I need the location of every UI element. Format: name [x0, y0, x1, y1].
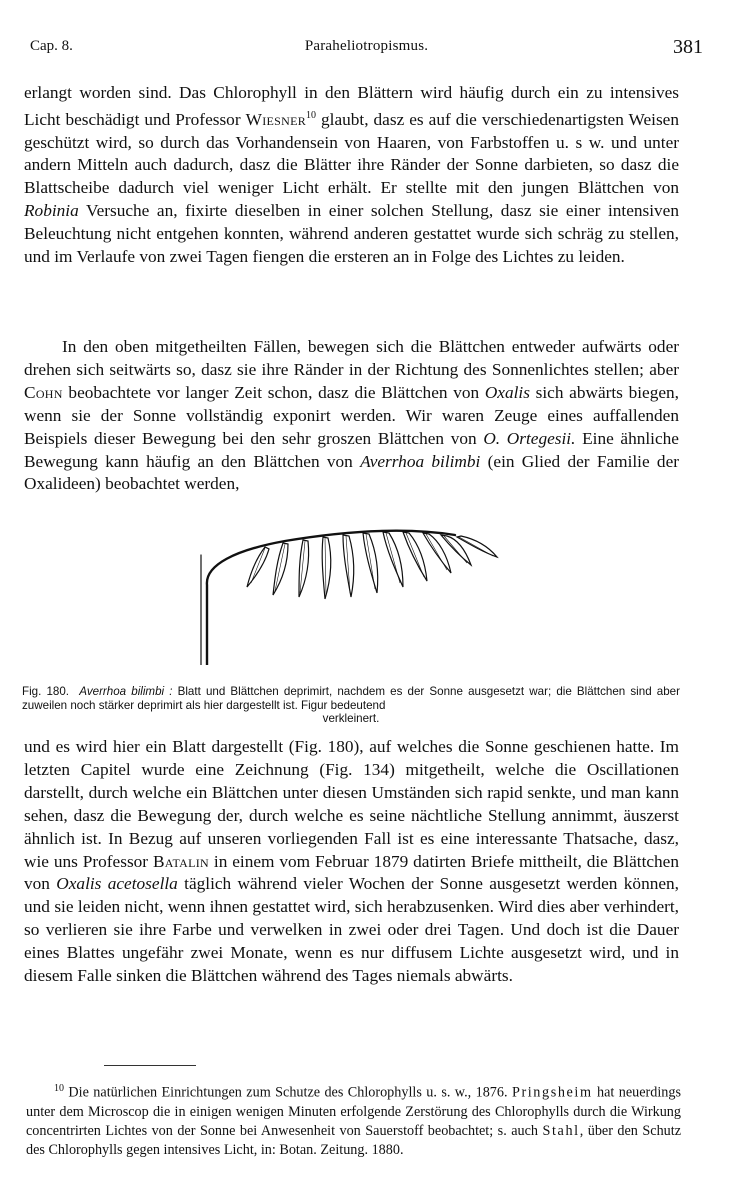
species-name-oxalis: Oxalis [484, 382, 530, 402]
species-name-robinia: Robinia [24, 201, 79, 221]
text-run: Die natürlichen Einrichtungen zum Schutze des Chlorophylls u. s. w., 1876. [64, 1084, 512, 1101]
footnote-reference: 10 [306, 109, 317, 121]
footnote-divider [104, 1065, 196, 1066]
author-name-stahl: Stahl [542, 1122, 580, 1139]
figure-caption-end: verkleinert. [322, 712, 380, 725]
species-name-oxalis-acetosella: Oxalis acetosella [56, 874, 178, 894]
footnote [26, 1079, 681, 1160]
running-title: Paraheliotropismus. [304, 38, 429, 54]
author-name-pringsheim: Pringsheim [511, 1084, 593, 1101]
running-header [30, 36, 703, 64]
figure-caption [22, 685, 680, 726]
text-run: Eine ähnliche Bewegung kann häufig an den Blättchen von [24, 428, 679, 471]
text-run: sich abwärts biegen, wenn sie der Sonne vollständig exponirt werden. Wir waren Zeuge eines auffallenden Beispiels dieser Bewegung bei den sehr groszen Blättchen von [24, 382, 679, 448]
species-name-ortegesii: O. Ortegesii. [483, 428, 576, 448]
text-run: glaubt, dasz es auf die verschiedenartigsten Weisen geschützt wird, so durch das Vorhandensein von Haaren, von Farbstoffen u. s w. und unter andern Mitteln auch dadurch, dasz die Blätter ihre Ränder der Sonne darbieten, so dasz die Blattscheibe dadurch viel weniger Licht erhält. Er stellte mit den jungen Blättchen von [24, 109, 679, 198]
text-run: (ein Glied der Familie der Oxalideen) beobachtet werden, [24, 451, 679, 494]
figure-caption-text: Blatt und Blättchen deprimirt, nachdem es der Sonne ausgesetzt war; die Blättchen sind aber zuweilen noch stärker deprimirt als hier dargestellt ist. Figur bedeutend [22, 685, 680, 712]
text-run: , über den Schutz des Chlorophylls gegen intensives Licht, in: Botan. Zeitung. 1880. [26, 1122, 682, 1158]
leaf-illustration [195, 515, 515, 665]
figure-species: Averrhoa bilimbi : [79, 685, 173, 698]
author-name-batalin: Batalin [152, 851, 209, 871]
author-name-wiesner: Wiesner [245, 109, 307, 129]
species-name-averrhoa: Averrhoa bilimbi [360, 451, 481, 471]
text-run: beobachtete vor langer Zeit schon, dasz die Blättchen von [62, 382, 485, 402]
text-run: täglich während vieler Wochen der Sonne ausgesetzt werden können, und sie leiden nicht, wenn ihnen gestattet wird, sich herabzusenken. Wird dies aber verhindert, so verlieren sie ihre Farbe und verwelken in zwei oder drei Tagen. Und doch ist die Dauer eines Blattes ungefähr zwei Monate, wenn es nur diffusem Lichte ausgesetzt wird, und in diesem Falle sinken die Blättchen während des Tages niemals abwärts. [24, 874, 679, 986]
footnote-number: 10 [54, 1083, 64, 1094]
text-run: und es wird hier ein Blatt dargestellt (Fig. 180), auf welches die Sonne geschienen hatte. Im letzten Capitel wurde eine Zeichnung (Fig. 134) mitgetheilt, welche die Oscillationen darstellt, durch welche ein Blättchen unter diesen Umständen sich rapid senkte, und man kann sehen, dasz die Bewegung der, durch welche es seine nächtliche Stellung annimmt, äuszerst ähnlich ist. In Bezug auf unseren vorliegenden Fall ist es eine interessante Thatsache, dasz, wie uns Professor [24, 737, 679, 871]
text-run: hat neuerdings unter dem Microscop die in einigen wenigen Minuten erfolgende Zerstörung des Chlorophylls durch die Wirkung concentrirten Lichtes von der Sonne bei Anwesenheit von Sauerstoff beobachtet; s. auch [26, 1084, 681, 1139]
chapter-label: Cap. 8. [30, 38, 73, 54]
author-name-cohn: Cohn [24, 382, 63, 402]
figure-label: Fig. 180. [22, 685, 70, 698]
page-number: 381 [673, 36, 703, 58]
text-run: erlangt worden sind. Das Chlorophyll in den Blättern wird häufig durch ein zu intensives Licht beschädigt und Professor [24, 83, 679, 129]
text-run: Versuche an, fixirte dieselben in einer solchen Stellung, dasz sie einer intensiven Beleuchtung nicht entgehen konnten, während anderen gestattet wurde sich schräg zu stellen, und im Verlaufe von zwei Tagen fiengen die ersteren an in Folge des Lichtes zu leiden. [24, 201, 679, 267]
paragraph-2 [24, 336, 679, 496]
text-run: in einem vom Februar 1879 datirten Briefe mittheilt, die Blättchen von [24, 851, 679, 894]
paragraph-1 [24, 82, 679, 269]
text-run: In den oben mitgetheilten Fällen, bewegen sich die Blättchen entweder aufwärts oder drehen sich seitwärts so, dasz sie ihre Ränder in der Richtung des Sonnenlichtes stellen; aber [24, 337, 679, 379]
paragraph-3 [24, 736, 679, 988]
